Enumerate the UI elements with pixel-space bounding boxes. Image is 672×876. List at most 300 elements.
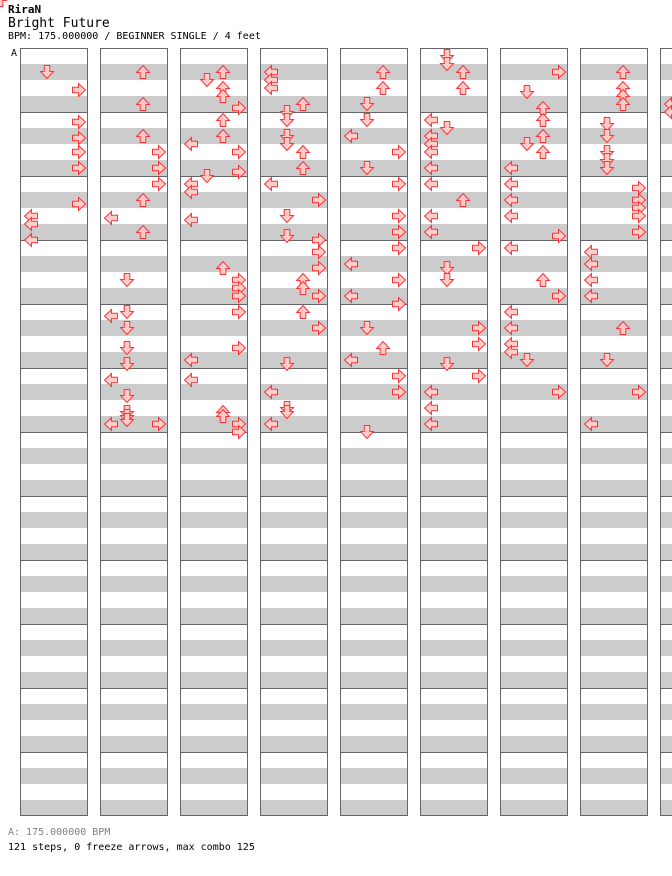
beat-stripe bbox=[260, 224, 328, 240]
beat-stripe bbox=[340, 352, 408, 368]
left-arrow-icon bbox=[505, 338, 518, 351]
beat-stripe bbox=[420, 576, 488, 592]
beat-stripe bbox=[260, 288, 328, 304]
beat-stripe bbox=[420, 96, 488, 112]
beat-stripe bbox=[340, 384, 408, 400]
beat-stripe bbox=[660, 544, 672, 560]
right-arrow-icon bbox=[313, 262, 326, 275]
beat-stripe bbox=[660, 640, 672, 656]
left-arrow-icon bbox=[185, 354, 198, 367]
down-arrow-icon bbox=[361, 426, 374, 439]
left-arrow-icon bbox=[585, 418, 598, 431]
up-arrow-icon bbox=[537, 130, 550, 143]
beat-stripe bbox=[580, 640, 648, 656]
beat-stripe bbox=[260, 672, 328, 688]
left-arrow-icon bbox=[425, 138, 438, 151]
beat-stripe bbox=[20, 480, 88, 496]
beat-stripe bbox=[340, 544, 408, 560]
beat-stripe bbox=[20, 192, 88, 208]
left-arrow-icon bbox=[585, 290, 598, 303]
beat-stripe bbox=[20, 96, 88, 112]
down-arrow-icon bbox=[601, 354, 614, 367]
beat-stripe bbox=[420, 256, 488, 272]
up-arrow-icon bbox=[457, 66, 470, 79]
beat-stripe bbox=[20, 128, 88, 144]
left-arrow-icon bbox=[345, 130, 358, 143]
left-arrow-icon bbox=[185, 178, 198, 191]
bpm-marker-label: A bbox=[11, 48, 18, 59]
down-arrow-icon bbox=[601, 130, 614, 143]
beat-stripe bbox=[20, 704, 88, 720]
beat-stripe bbox=[100, 128, 168, 144]
up-arrow-icon bbox=[137, 130, 150, 143]
column-background bbox=[340, 48, 408, 816]
left-arrow-icon bbox=[425, 418, 438, 431]
beat-stripe bbox=[20, 672, 88, 688]
bpm-legend: A: 175.000000 BPM bbox=[8, 827, 111, 838]
column-border bbox=[661, 49, 672, 816]
down-arrow-icon bbox=[281, 114, 294, 127]
beat-stripe bbox=[260, 800, 328, 816]
beat-stripe bbox=[20, 384, 88, 400]
left-arrow-icon bbox=[425, 402, 438, 415]
beat-stripe bbox=[180, 608, 248, 624]
up-arrow-icon bbox=[217, 410, 230, 423]
beat-stripe bbox=[580, 96, 648, 112]
right-arrow-icon bbox=[233, 274, 246, 287]
left-arrow-icon bbox=[25, 210, 38, 223]
beat-stripe bbox=[420, 640, 488, 656]
beat-stripe bbox=[100, 160, 168, 176]
beat-stripe bbox=[260, 704, 328, 720]
beat-stripe bbox=[340, 768, 408, 784]
beat-stripe bbox=[660, 96, 672, 112]
beat-stripe bbox=[100, 64, 168, 80]
beat-stripe bbox=[260, 768, 328, 784]
beat-stripe bbox=[500, 800, 568, 816]
column-border bbox=[501, 49, 568, 816]
down-arrow-icon bbox=[121, 306, 134, 319]
right-arrow-icon bbox=[233, 166, 246, 179]
up-arrow-icon bbox=[297, 282, 310, 295]
down-arrow-icon bbox=[41, 66, 54, 79]
beat-stripe bbox=[20, 512, 88, 528]
down-arrow-icon bbox=[361, 322, 374, 335]
left-arrow-icon bbox=[505, 346, 518, 359]
right-arrow-icon bbox=[393, 242, 406, 255]
beat-stripe bbox=[420, 736, 488, 752]
right-arrow-icon bbox=[553, 386, 566, 399]
beat-stripe bbox=[660, 800, 672, 816]
beat-stripe bbox=[500, 352, 568, 368]
left-arrow-icon bbox=[265, 178, 278, 191]
chart-header bbox=[8, 4, 261, 43]
beat-stripe bbox=[660, 416, 672, 432]
beat-stripe bbox=[260, 320, 328, 336]
beat-stripe bbox=[100, 544, 168, 560]
beat-stripe bbox=[20, 608, 88, 624]
right-arrow-icon bbox=[393, 146, 406, 159]
right-arrow-icon bbox=[553, 230, 566, 243]
right-arrow-icon bbox=[313, 234, 326, 247]
beat-stripe bbox=[180, 736, 248, 752]
right-arrow-icon bbox=[553, 290, 566, 303]
left-arrow-icon bbox=[505, 322, 518, 335]
column-border bbox=[261, 49, 328, 816]
chart-info: BPM: 175.000000 / BEGINNER SINGLE / 4 feet bbox=[8, 31, 261, 42]
up-arrow-icon bbox=[617, 322, 630, 335]
right-arrow-icon bbox=[393, 274, 406, 287]
down-arrow-icon bbox=[441, 58, 454, 71]
beat-stripe bbox=[260, 64, 328, 80]
left-arrow-icon bbox=[505, 162, 518, 175]
beat-stripe bbox=[420, 288, 488, 304]
left-arrow-icon bbox=[25, 234, 38, 247]
beat-stripe bbox=[100, 448, 168, 464]
beat-stripe bbox=[660, 704, 672, 720]
beat-stripe bbox=[20, 800, 88, 816]
beat-stripe bbox=[260, 352, 328, 368]
up-arrow-icon bbox=[537, 274, 550, 287]
column-background bbox=[420, 48, 488, 816]
beat-stripe bbox=[180, 192, 248, 208]
down-arrow-icon bbox=[281, 402, 294, 415]
beat-stripe bbox=[580, 512, 648, 528]
beat-stripe bbox=[340, 192, 408, 208]
down-arrow-icon bbox=[201, 170, 214, 183]
up-arrow-icon bbox=[137, 194, 150, 207]
down-arrow-icon bbox=[121, 390, 134, 403]
left-arrow-icon bbox=[185, 186, 198, 199]
down-arrow-icon bbox=[441, 262, 454, 275]
up-arrow-icon bbox=[217, 90, 230, 103]
right-arrow-icon bbox=[233, 418, 246, 431]
beat-stripe bbox=[340, 576, 408, 592]
down-arrow-icon bbox=[441, 122, 454, 135]
beat-stripe bbox=[100, 352, 168, 368]
beat-stripe bbox=[660, 480, 672, 496]
beat-stripe bbox=[20, 640, 88, 656]
beat-stripe bbox=[500, 448, 568, 464]
beat-stripe bbox=[20, 224, 88, 240]
down-arrow-icon bbox=[121, 322, 134, 335]
beat-stripe bbox=[260, 736, 328, 752]
right-arrow-icon bbox=[393, 298, 406, 311]
left-arrow-icon bbox=[585, 246, 598, 259]
chart-column bbox=[100, 48, 168, 816]
up-arrow-icon bbox=[537, 102, 550, 115]
beat-stripe bbox=[580, 128, 648, 144]
down-arrow-icon bbox=[441, 358, 454, 371]
right-arrow-icon bbox=[393, 226, 406, 239]
right-arrow-icon bbox=[73, 146, 86, 159]
left-arrow-icon bbox=[425, 146, 438, 159]
beat-stripe bbox=[260, 448, 328, 464]
left-arrow-icon bbox=[265, 74, 278, 87]
left-arrow-icon bbox=[185, 214, 198, 227]
beat-stripe bbox=[420, 608, 488, 624]
beat-stripe bbox=[20, 288, 88, 304]
right-arrow-icon bbox=[313, 322, 326, 335]
chart-column bbox=[580, 48, 648, 816]
beat-stripe bbox=[180, 416, 248, 432]
beat-stripe bbox=[580, 64, 648, 80]
chart-column bbox=[260, 48, 328, 816]
down-arrow-icon bbox=[601, 118, 614, 131]
left-arrow-icon bbox=[265, 386, 278, 399]
beat-stripe bbox=[20, 320, 88, 336]
beat-stripe bbox=[100, 480, 168, 496]
left-arrow-icon bbox=[425, 114, 438, 127]
beat-stripe bbox=[420, 448, 488, 464]
beat-stripe bbox=[100, 800, 168, 816]
beat-stripe bbox=[420, 160, 488, 176]
column-background bbox=[260, 48, 328, 816]
right-arrow-icon bbox=[233, 306, 246, 319]
right-arrow-icon bbox=[233, 146, 246, 159]
up-arrow-icon bbox=[297, 274, 310, 287]
beat-stripe bbox=[20, 736, 88, 752]
beat-stripe bbox=[580, 704, 648, 720]
beat-stripe bbox=[420, 384, 488, 400]
down-arrow-icon bbox=[521, 138, 534, 151]
beat-stripe bbox=[260, 576, 328, 592]
right-arrow-icon bbox=[73, 162, 86, 175]
right-arrow-icon bbox=[393, 386, 406, 399]
right-arrow-icon bbox=[313, 290, 326, 303]
down-arrow-icon bbox=[201, 74, 214, 87]
beat-stripe bbox=[180, 768, 248, 784]
beat-stripe bbox=[100, 512, 168, 528]
beat-stripe bbox=[100, 384, 168, 400]
right-arrow-icon bbox=[633, 386, 646, 399]
down-arrow-icon bbox=[361, 162, 374, 175]
beat-stripe bbox=[180, 672, 248, 688]
column-background bbox=[660, 48, 672, 816]
artist-name: RiraN bbox=[8, 3, 42, 16]
beat-stripe bbox=[660, 192, 672, 208]
beat-stripe bbox=[420, 320, 488, 336]
down-arrow-icon bbox=[121, 406, 134, 419]
up-arrow-icon bbox=[297, 306, 310, 319]
beat-stripe bbox=[20, 576, 88, 592]
left-arrow-icon bbox=[505, 242, 518, 255]
left-arrow-icon bbox=[265, 82, 278, 95]
beat-stripe bbox=[580, 256, 648, 272]
up-arrow-icon bbox=[457, 194, 470, 207]
up-arrow-icon bbox=[137, 66, 150, 79]
beat-stripe bbox=[500, 512, 568, 528]
chart-column bbox=[180, 48, 248, 816]
beat-stripe bbox=[660, 64, 672, 80]
beat-stripe bbox=[580, 480, 648, 496]
right-arrow-icon bbox=[233, 102, 246, 115]
left-arrow-icon bbox=[105, 310, 118, 323]
song-title: Bright Future bbox=[8, 16, 110, 31]
right-arrow-icon bbox=[153, 162, 166, 175]
beat-stripe bbox=[100, 320, 168, 336]
column-border bbox=[21, 49, 88, 816]
beat-stripe bbox=[260, 480, 328, 496]
left-arrow-icon bbox=[665, 106, 672, 119]
up-arrow-icon bbox=[537, 146, 550, 159]
beat-stripe bbox=[180, 384, 248, 400]
beat-stripe bbox=[500, 128, 568, 144]
beat-stripe bbox=[260, 96, 328, 112]
up-arrow-icon bbox=[537, 114, 550, 127]
right-arrow-icon bbox=[633, 210, 646, 223]
right-arrow-icon bbox=[73, 198, 86, 211]
beat-stripe bbox=[500, 480, 568, 496]
beat-stripe bbox=[340, 256, 408, 272]
beat-stripe bbox=[660, 736, 672, 752]
column-border bbox=[181, 49, 248, 816]
right-arrow-icon bbox=[633, 226, 646, 239]
up-arrow-icon bbox=[617, 66, 630, 79]
up-arrow-icon bbox=[137, 226, 150, 239]
beat-stripe bbox=[180, 160, 248, 176]
down-arrow-icon bbox=[361, 98, 374, 111]
beat-stripe bbox=[660, 160, 672, 176]
left-arrow-icon bbox=[105, 374, 118, 387]
down-arrow-icon bbox=[601, 154, 614, 167]
left-arrow-icon bbox=[505, 178, 518, 191]
right-arrow-icon bbox=[393, 370, 406, 383]
beat-stripe bbox=[420, 800, 488, 816]
beat-stripe bbox=[100, 256, 168, 272]
beat-stripe bbox=[340, 288, 408, 304]
beat-stripe bbox=[100, 640, 168, 656]
beat-stripe bbox=[100, 192, 168, 208]
beat-stripe bbox=[340, 320, 408, 336]
beat-stripe bbox=[260, 640, 328, 656]
up-arrow-icon bbox=[217, 66, 230, 79]
beat-stripe bbox=[580, 192, 648, 208]
beat-stripe bbox=[340, 160, 408, 176]
down-arrow-icon bbox=[281, 138, 294, 151]
up-arrow-icon bbox=[617, 98, 630, 111]
beat-stripe bbox=[420, 416, 488, 432]
beat-stripe bbox=[20, 64, 88, 80]
beat-stripe bbox=[180, 64, 248, 80]
right-arrow-icon bbox=[393, 178, 406, 191]
right-arrow-icon bbox=[633, 182, 646, 195]
bpm-marker-line bbox=[20, 48, 88, 49]
beat-stripe bbox=[340, 512, 408, 528]
beat-stripe bbox=[660, 288, 672, 304]
left-arrow-icon bbox=[265, 418, 278, 431]
left-arrow-icon bbox=[425, 130, 438, 143]
beat-stripe bbox=[500, 544, 568, 560]
chart-footer bbox=[8, 825, 255, 855]
left-arrow-icon bbox=[425, 210, 438, 223]
beat-stripe bbox=[500, 320, 568, 336]
left-arrow-icon bbox=[425, 162, 438, 175]
beat-stripe bbox=[500, 576, 568, 592]
beat-stripe bbox=[420, 128, 488, 144]
beat-stripe bbox=[180, 256, 248, 272]
right-arrow-icon bbox=[473, 338, 486, 351]
up-arrow-icon bbox=[297, 162, 310, 175]
beat-stripe bbox=[180, 480, 248, 496]
beat-stripe bbox=[180, 96, 248, 112]
beat-stripe bbox=[20, 416, 88, 432]
beat-stripe bbox=[340, 736, 408, 752]
beat-stripe bbox=[500, 640, 568, 656]
beat-stripe bbox=[500, 288, 568, 304]
right-arrow-icon bbox=[73, 116, 86, 129]
left-arrow-icon bbox=[425, 226, 438, 239]
column-background bbox=[20, 48, 88, 816]
chart-column bbox=[340, 48, 408, 816]
up-arrow-icon bbox=[377, 342, 390, 355]
beat-stripe bbox=[340, 672, 408, 688]
down-arrow-icon bbox=[281, 230, 294, 243]
beat-stripe bbox=[180, 320, 248, 336]
up-arrow-icon bbox=[217, 406, 230, 419]
left-arrow-icon bbox=[185, 138, 198, 151]
beat-stripe bbox=[420, 64, 488, 80]
beat-stripe bbox=[100, 288, 168, 304]
beat-stripe bbox=[260, 544, 328, 560]
down-arrow-icon bbox=[441, 50, 454, 63]
up-arrow-icon bbox=[217, 262, 230, 275]
down-arrow-icon bbox=[121, 274, 134, 287]
right-arrow-icon bbox=[393, 210, 406, 223]
down-arrow-icon bbox=[361, 114, 374, 127]
chart-column bbox=[660, 48, 672, 816]
beat-stripe bbox=[500, 256, 568, 272]
right-arrow-icon bbox=[633, 194, 646, 207]
up-arrow-icon bbox=[617, 82, 630, 95]
column-background bbox=[180, 48, 248, 816]
beat-stripe bbox=[100, 672, 168, 688]
beat-stripe bbox=[660, 608, 672, 624]
beat-stripe bbox=[340, 608, 408, 624]
right-arrow-icon bbox=[553, 66, 566, 79]
right-arrow-icon bbox=[313, 246, 326, 259]
beat-stripe bbox=[660, 512, 672, 528]
right-arrow-icon bbox=[153, 418, 166, 431]
beat-stripe bbox=[500, 704, 568, 720]
beat-stripe bbox=[340, 448, 408, 464]
right-arrow-icon bbox=[473, 242, 486, 255]
beat-stripe bbox=[20, 160, 88, 176]
beat-stripe bbox=[500, 672, 568, 688]
beat-stripe bbox=[340, 416, 408, 432]
chart-column bbox=[0, 0, 88, 816]
beat-stripe bbox=[500, 192, 568, 208]
up-arrow-icon bbox=[217, 82, 230, 95]
beat-stripe bbox=[580, 224, 648, 240]
beat-stripe bbox=[660, 672, 672, 688]
beat-stripe bbox=[340, 480, 408, 496]
down-arrow-icon bbox=[601, 146, 614, 159]
beat-stripe bbox=[100, 416, 168, 432]
beat-stripe bbox=[100, 96, 168, 112]
down-arrow-icon bbox=[281, 406, 294, 419]
beat-stripe bbox=[500, 64, 568, 80]
beat-stripe bbox=[340, 96, 408, 112]
down-arrow-icon bbox=[121, 414, 134, 427]
beat-stripe bbox=[260, 160, 328, 176]
beat-stripe bbox=[500, 736, 568, 752]
beat-stripe bbox=[580, 736, 648, 752]
beat-stripe bbox=[20, 352, 88, 368]
beat-stripe bbox=[420, 192, 488, 208]
right-arrow-icon bbox=[633, 202, 646, 215]
beat-stripe bbox=[420, 352, 488, 368]
